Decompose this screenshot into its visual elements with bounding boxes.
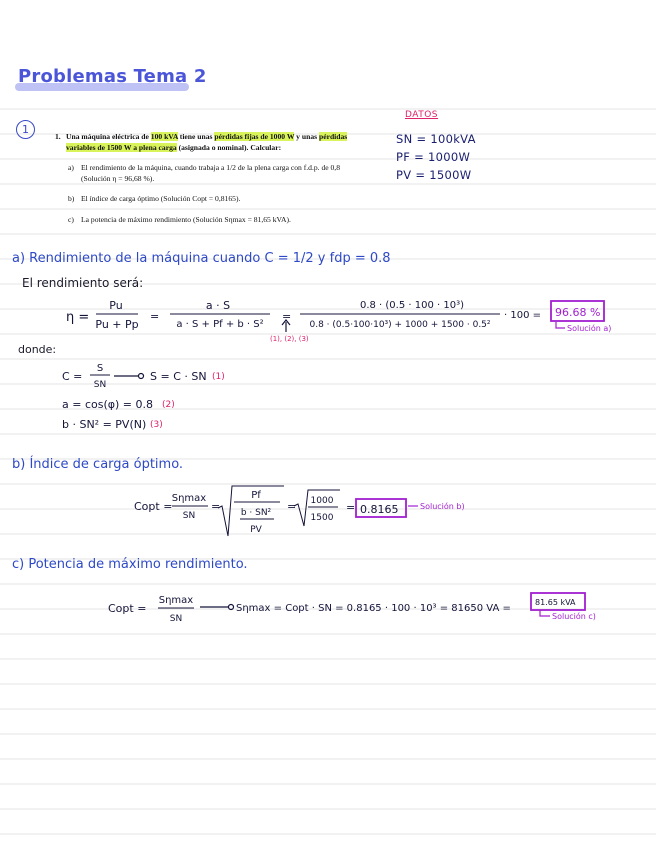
- root2-num: 1000: [310, 496, 334, 506]
- stmt-part: Una máquina eléctrica de: [66, 132, 151, 141]
- result-a: 96.68 %: [555, 306, 601, 319]
- result-c: 81.65 kVA: [535, 598, 576, 607]
- def1-den: SN: [93, 380, 107, 390]
- part-b-heading: b) Índice de carga óptimo.: [12, 457, 184, 472]
- def2: a = cos(φ) = 0.8: [62, 398, 154, 411]
- solution-c-label: Solución c): [552, 612, 596, 621]
- def3-ref: (3): [150, 420, 163, 430]
- b-frac-den: SN: [182, 511, 196, 521]
- frac2-den: a · S + Pf + b · S²: [176, 319, 264, 330]
- frac2-num: a · S: [205, 299, 231, 312]
- problem-marker: 1: [16, 120, 35, 139]
- def1-rhs: S = C · SN: [150, 370, 207, 383]
- part-c-formula: [0, 588, 656, 628]
- problem-item-a: [69, 163, 365, 184]
- solution-b-label: Solución b): [420, 502, 465, 511]
- problem-item-b: [69, 194, 365, 205]
- title-text: Problemas Tema 2: [18, 66, 207, 87]
- equals-b2: =: [287, 500, 297, 513]
- item-text: El índice de carga óptimo (Solución Copt = 0,8165).: [81, 194, 241, 203]
- equals-b1: =: [211, 500, 221, 513]
- copt-c: Copt =: [108, 602, 147, 615]
- frac3-num: 0.8 · (0.5 · 100 · 10³): [359, 300, 465, 311]
- eta-symbol: η =: [66, 310, 90, 325]
- stmt-part-highlighted: pérdidas variables de 1500 W a plena carga: [66, 132, 348, 152]
- result-b: 0.8165: [360, 503, 399, 516]
- arrow-right-icon: [200, 605, 234, 610]
- given-pv: PV = 1500W: [396, 168, 472, 182]
- frac1-den: Pu + Pp: [95, 318, 139, 331]
- item-text: La potencia de máximo rendimiento (Solución Sηmax = 81,65 kVA).: [81, 214, 291, 224]
- solution-a-arrow-icon: [556, 322, 565, 328]
- part-a-formula: [0, 290, 656, 350]
- def3: b · SN² = PV(N): [62, 418, 147, 431]
- def1-ref: (1): [212, 372, 225, 382]
- item-label: c): [68, 214, 74, 224]
- stmt-part: (asignada o nominal). Calcular:: [176, 142, 282, 152]
- part-a-heading: a) Rendimiento de la máquina cuando C = 1/2 y fdp = 0.8: [12, 251, 391, 266]
- item-text: El rendimiento de la máquina, cuando trabaja a 1/2 de la plena carga con f.d.p. de 0,8 (Solución η = 96,68 %).: [81, 163, 341, 183]
- frac3-den: 0.8 · (0.5·100·10³) + 1000 + 1500 · 0.5²: [309, 320, 491, 330]
- root2-den: 1500: [310, 513, 334, 523]
- item-label: a): [68, 163, 74, 172]
- root1-den-num: b · SN²: [240, 508, 272, 518]
- refs-label: (1), (2), (3): [270, 335, 309, 343]
- c-frac-den: SN: [169, 614, 183, 624]
- solution-a-label: Solución a): [567, 324, 612, 333]
- given-sn: SN = 100kVA: [396, 132, 476, 146]
- def2-ref: (2): [162, 400, 175, 410]
- given-pf: PF = 1000W: [396, 150, 471, 164]
- datos-heading: DATOS: [405, 110, 439, 120]
- problem-item-c: [69, 215, 365, 226]
- root1-den-den: PV: [250, 525, 262, 535]
- solution-c-arrow-icon: [540, 610, 550, 616]
- donde-label: donde:: [18, 343, 57, 356]
- b-frac-num: Sηmax: [171, 493, 207, 504]
- root1-num: Pf: [251, 490, 261, 501]
- equals-b3: =: [346, 501, 356, 514]
- problem-text: [66, 132, 365, 153]
- part-c-heading: c) Potencia de máximo rendimiento.: [12, 557, 248, 572]
- copt-b: Copt =: [134, 500, 173, 513]
- c-rhs: Sηmax = Copt · SN = 0.8165 · 100 · 10³ = 81650 VA =: [236, 603, 511, 614]
- problem-statement: [55, 132, 365, 225]
- stmt-part-highlighted: pérdidas fijas de 1000 W: [214, 132, 295, 141]
- stmt-part-highlighted: 100 kVA: [150, 132, 178, 141]
- part-a-definitions: [0, 358, 656, 438]
- arrow-right-icon: [114, 374, 144, 379]
- c-frac-num: Sηmax: [158, 595, 194, 606]
- stmt-part: tiene unas: [177, 132, 215, 141]
- times-100: · 100 =: [504, 310, 542, 321]
- equals-2: =: [282, 310, 292, 323]
- part-b-formula: [0, 482, 656, 544]
- def1-lhs: C =: [62, 370, 83, 383]
- part-a-intro: El rendimiento será:: [22, 276, 144, 290]
- equals-1: =: [150, 310, 160, 323]
- frac1-num: Pu: [109, 299, 123, 312]
- item-label: b): [68, 194, 75, 203]
- stmt-part: y unas: [294, 132, 319, 141]
- problem-number: 1.: [55, 132, 61, 141]
- page-title: [18, 66, 207, 87]
- def1-num: S: [96, 363, 104, 374]
